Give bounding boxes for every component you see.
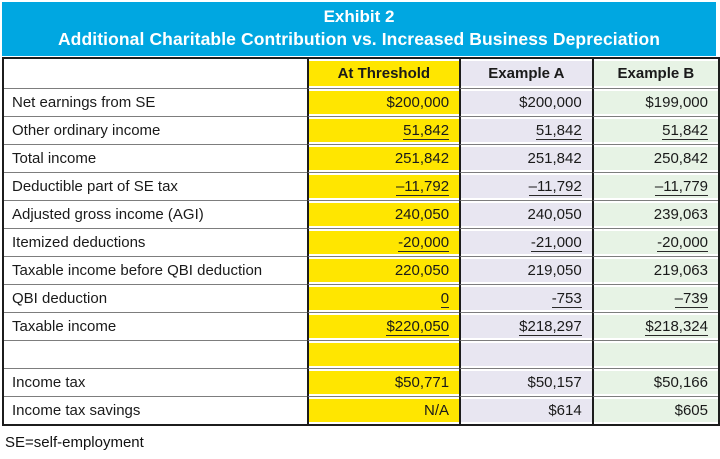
cell-example-a	[459, 200, 592, 228]
row-label: Taxable income before QBI deduction	[4, 256, 307, 284]
cell-example-a	[459, 256, 592, 284]
cell-example-b	[592, 200, 718, 228]
cell-value: $614	[548, 402, 582, 419]
cell-value: 51,842	[662, 122, 708, 139]
cell-value: 251,842	[394, 150, 450, 167]
cell-value: -753	[551, 290, 582, 307]
cell-at-threshold	[307, 396, 459, 424]
exhibit-table	[2, 57, 720, 426]
cell-at-threshold	[307, 312, 459, 340]
cell-example-b	[592, 284, 718, 312]
cell-value: N/A	[424, 402, 450, 419]
cell-example-b	[592, 368, 718, 396]
cell-value: 239,063	[653, 206, 708, 223]
row-label: Other ordinary income	[4, 116, 307, 144]
cell-example-b	[592, 256, 718, 284]
table-row	[4, 200, 718, 228]
row-label: Net earnings from SE	[4, 88, 307, 116]
cell-at-threshold	[307, 368, 459, 396]
cell-value: 240,050	[527, 206, 582, 223]
cell-example-b	[592, 172, 718, 200]
cell-value: $218,324	[645, 318, 708, 335]
cell-at-threshold	[307, 88, 459, 116]
cell-value: -20,000	[398, 234, 450, 251]
table-body	[4, 88, 718, 424]
column-header-blank	[4, 59, 307, 88]
cell-at-threshold	[307, 228, 459, 256]
cell-at-threshold	[307, 172, 459, 200]
cell-value: –11,792	[395, 178, 450, 195]
row-label: Itemized deductions	[4, 228, 307, 256]
row-label: QBI deduction	[4, 284, 307, 312]
cell-example-a	[459, 116, 592, 144]
table-row	[4, 396, 718, 424]
cell-value: -21,000	[530, 234, 582, 251]
cell-value: $200,000	[519, 94, 582, 111]
cell-value: 0	[440, 290, 450, 307]
exhibit-subtitle: Additional Charitable Contribution vs. Increased Business Depreciation	[57, 29, 661, 49]
row-label: Taxable income	[4, 312, 307, 340]
table-row	[4, 368, 718, 396]
cell-at-threshold	[307, 144, 459, 172]
cell-example-b	[592, 396, 718, 424]
row-label: Adjusted gross income (AGI)	[4, 200, 307, 228]
cell-value: $220,050	[386, 318, 450, 335]
cell-value: $50,771	[394, 374, 450, 391]
cell-value: $200,000	[386, 94, 450, 111]
cell-example-a	[459, 284, 592, 312]
cell-value: $605	[674, 402, 708, 419]
table-row	[4, 340, 718, 368]
cell-value: 240,050	[394, 206, 450, 223]
cell-value: $50,166	[653, 374, 708, 391]
cell-value: -20,000	[657, 234, 708, 251]
cell-value: $50,157	[527, 374, 582, 391]
cell-example-a	[459, 396, 592, 424]
row-label: Income tax savings	[4, 396, 307, 424]
cell-at-threshold	[307, 116, 459, 144]
table-row	[4, 284, 718, 312]
table-header	[4, 59, 718, 88]
exhibit-banner	[2, 2, 716, 56]
cell-example-b	[592, 340, 718, 368]
cell-example-b	[592, 228, 718, 256]
cell-value: 250,842	[653, 150, 708, 167]
footnote: SE=self-employment	[5, 434, 144, 451]
table-row	[4, 144, 718, 172]
cell-at-threshold	[307, 256, 459, 284]
cell-example-a	[459, 368, 592, 396]
row-label	[4, 340, 307, 368]
row-label: Deductible part of SE tax	[4, 172, 307, 200]
cell-value: 51,842	[403, 122, 450, 139]
cell-example-a	[459, 144, 592, 172]
cell-example-a	[459, 172, 592, 200]
cell-at-threshold	[307, 284, 459, 312]
column-header-example-b: Example B	[592, 59, 718, 88]
cell-value: 51,842	[535, 122, 582, 139]
cell-example-b	[592, 144, 718, 172]
row-label: Income tax	[4, 368, 307, 396]
cell-value: –11,792	[528, 178, 582, 195]
cell-value: 219,050	[527, 262, 582, 279]
cell-example-a	[459, 88, 592, 116]
cell-at-threshold	[307, 340, 459, 368]
cell-example-b	[592, 116, 718, 144]
cell-value: 220,050	[394, 262, 450, 279]
cell-example-b	[592, 88, 718, 116]
cell-value: $218,297	[519, 318, 582, 335]
cell-at-threshold	[307, 200, 459, 228]
table-row	[4, 228, 718, 256]
row-label: Total income	[4, 144, 307, 172]
cell-value: –739	[674, 290, 708, 307]
table-row	[4, 312, 718, 340]
table-row	[4, 256, 718, 284]
column-header-at-threshold: At Threshold	[307, 59, 459, 88]
cell-example-b	[592, 312, 718, 340]
table-row	[4, 88, 718, 116]
header-row	[4, 59, 718, 88]
cell-value: $199,000	[645, 94, 708, 111]
cell-value: 219,063	[653, 262, 708, 279]
table-row	[4, 172, 718, 200]
exhibit-title: Exhibit 2	[323, 7, 395, 26]
column-header-example-a: Example A	[459, 59, 592, 88]
cell-example-a	[459, 228, 592, 256]
cell-value: –11,779	[654, 178, 708, 195]
cell-value: 251,842	[527, 150, 582, 167]
table-row	[4, 116, 718, 144]
cell-example-a	[459, 340, 592, 368]
cell-example-a	[459, 312, 592, 340]
